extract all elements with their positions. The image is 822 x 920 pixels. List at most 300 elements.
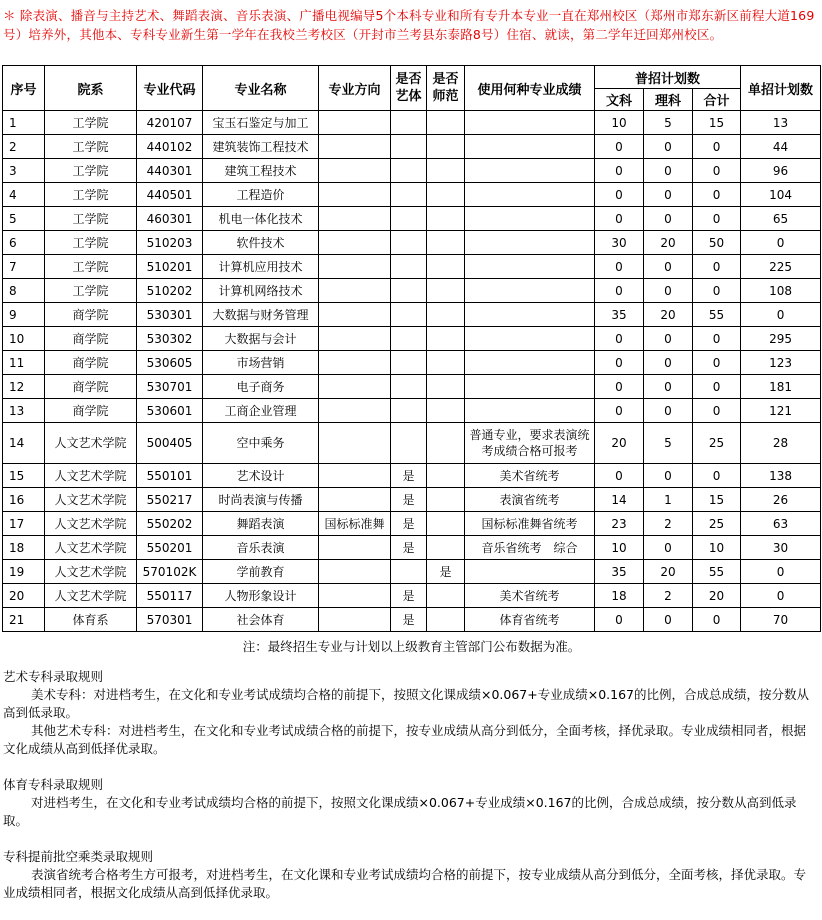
table-row — [3, 399, 821, 423]
cell-direction — [319, 375, 391, 399]
cell-direction — [319, 327, 391, 351]
cell-college: 人文艺术学院 — [45, 536, 137, 560]
cell-major: 舞蹈表演 — [203, 512, 319, 536]
cell-science: 0 — [644, 608, 693, 632]
header-code: 专业代码 — [137, 66, 203, 111]
cell-total: 0 — [693, 255, 741, 279]
cell-normal — [427, 327, 465, 351]
cell-arts: 0 — [595, 464, 644, 488]
cell-major: 计算机应用技术 — [203, 255, 319, 279]
cell-science: 0 — [644, 255, 693, 279]
cell-total: 0 — [693, 183, 741, 207]
cell-arts: 0 — [595, 255, 644, 279]
cell-code: 570301 — [137, 608, 203, 632]
admission-rules — [0, 668, 818, 920]
cell-score-use — [465, 351, 595, 375]
header-major: 专业名称 — [203, 66, 319, 111]
art-rules — [3, 668, 818, 758]
cell-normal — [427, 207, 465, 231]
cell-college: 工学院 — [45, 159, 137, 183]
cell-score-use — [465, 183, 595, 207]
cell-single: 13 — [741, 111, 821, 135]
cell-index: 18 — [3, 536, 45, 560]
cell-science: 20 — [644, 231, 693, 255]
cell-normal — [427, 183, 465, 207]
cell-normal — [427, 255, 465, 279]
cell-art — [391, 375, 427, 399]
header-total: 合计 — [693, 89, 741, 111]
flight-rules — [3, 848, 818, 902]
cell-normal — [427, 375, 465, 399]
cell-direction — [319, 111, 391, 135]
cell-college: 工学院 — [45, 135, 137, 159]
cell-major: 人物形象设计 — [203, 584, 319, 608]
cell-science: 0 — [644, 351, 693, 375]
cell-arts: 23 — [595, 512, 644, 536]
cell-index: 6 — [3, 231, 45, 255]
cell-single: 104 — [741, 183, 821, 207]
cell-college: 人文艺术学院 — [45, 423, 137, 464]
cell-art — [391, 423, 427, 464]
cell-direction — [319, 560, 391, 584]
cell-arts: 35 — [595, 560, 644, 584]
cell-major: 软件技术 — [203, 231, 319, 255]
cell-code: 570102K — [137, 560, 203, 584]
cell-score-use — [465, 327, 595, 351]
table-row — [3, 351, 821, 375]
cell-direction — [319, 423, 391, 464]
cell-normal — [427, 423, 465, 464]
table-row — [3, 536, 821, 560]
cell-science: 20 — [644, 303, 693, 327]
cell-score-use — [465, 375, 595, 399]
cell-college: 人文艺术学院 — [45, 584, 137, 608]
header-general-plan: 普招计划数 — [595, 66, 741, 89]
cell-index: 1 — [3, 111, 45, 135]
cell-single: 30 — [741, 536, 821, 560]
cell-normal — [427, 536, 465, 560]
cell-code: 510201 — [137, 255, 203, 279]
cell-score-use — [465, 231, 595, 255]
cell-single: 0 — [741, 584, 821, 608]
table-row — [3, 303, 821, 327]
cell-science: 2 — [644, 584, 693, 608]
cell-college: 工学院 — [45, 183, 137, 207]
table-row — [3, 207, 821, 231]
cell-art — [391, 231, 427, 255]
cell-science: 1 — [644, 488, 693, 512]
cell-single: 0 — [741, 303, 821, 327]
cell-art — [391, 111, 427, 135]
cell-total: 0 — [693, 135, 741, 159]
table-row — [3, 159, 821, 183]
cell-major: 机电一体化技术 — [203, 207, 319, 231]
cell-science: 20 — [644, 560, 693, 584]
enrollment-plan-table — [2, 65, 821, 660]
table-row — [3, 608, 821, 632]
cell-single: 70 — [741, 608, 821, 632]
cell-single: 181 — [741, 375, 821, 399]
cell-science: 0 — [644, 183, 693, 207]
cell-normal — [427, 279, 465, 303]
cell-major: 电子商务 — [203, 375, 319, 399]
cell-college: 工学院 — [45, 111, 137, 135]
cell-score-use — [465, 111, 595, 135]
cell-single: 295 — [741, 327, 821, 351]
cell-arts: 0 — [595, 183, 644, 207]
cell-art — [391, 279, 427, 303]
cell-total: 0 — [693, 399, 741, 423]
cell-score-use — [465, 560, 595, 584]
cell-college: 人文艺术学院 — [45, 512, 137, 536]
cell-code: 440301 — [137, 159, 203, 183]
cell-art: 是 — [391, 584, 427, 608]
cell-index: 20 — [3, 584, 45, 608]
table-row — [3, 560, 821, 584]
cell-art — [391, 207, 427, 231]
cell-single: 26 — [741, 488, 821, 512]
cell-direction — [319, 279, 391, 303]
cell-single: 0 — [741, 231, 821, 255]
table-row — [3, 183, 821, 207]
cell-code: 550201 — [137, 536, 203, 560]
cell-index: 2 — [3, 135, 45, 159]
cell-arts: 0 — [595, 375, 644, 399]
cell-college: 人文艺术学院 — [45, 488, 137, 512]
cell-code: 460301 — [137, 207, 203, 231]
cell-college: 体育系 — [45, 608, 137, 632]
cell-college: 商学院 — [45, 303, 137, 327]
cell-major: 工程造价 — [203, 183, 319, 207]
cell-single: 121 — [741, 399, 821, 423]
cell-college: 商学院 — [45, 399, 137, 423]
cell-art — [391, 135, 427, 159]
cell-direction — [319, 536, 391, 560]
cell-art — [391, 399, 427, 423]
cell-major: 社会体育 — [203, 608, 319, 632]
cell-major: 市场营销 — [203, 351, 319, 375]
cell-art — [391, 303, 427, 327]
cell-index: 12 — [3, 375, 45, 399]
cell-score-use: 国标标准舞省统考 — [465, 512, 595, 536]
cell-science: 0 — [644, 536, 693, 560]
cell-total: 0 — [693, 375, 741, 399]
cell-code: 550101 — [137, 464, 203, 488]
header-normal: 是否师范 — [427, 66, 465, 111]
cell-college: 工学院 — [45, 207, 137, 231]
header-single-plan: 单招计划数 — [741, 66, 821, 111]
cell-direction — [319, 255, 391, 279]
table-row — [3, 327, 821, 351]
cell-index: 8 — [3, 279, 45, 303]
cell-index: 10 — [3, 327, 45, 351]
cell-arts: 0 — [595, 207, 644, 231]
cell-college: 人文艺术学院 — [45, 560, 137, 584]
cell-index: 17 — [3, 512, 45, 536]
header-arts: 文科 — [595, 89, 644, 111]
cell-score-use: 体育省统考 — [465, 608, 595, 632]
cell-score-use — [465, 135, 595, 159]
cell-code: 510203 — [137, 231, 203, 255]
cell-major: 学前教育 — [203, 560, 319, 584]
cell-score-use — [465, 399, 595, 423]
table-row — [3, 111, 821, 135]
cell-code: 530301 — [137, 303, 203, 327]
cell-art: 是 — [391, 464, 427, 488]
cell-science: 0 — [644, 135, 693, 159]
cell-total: 55 — [693, 560, 741, 584]
cell-total: 0 — [693, 159, 741, 183]
cell-single: 138 — [741, 464, 821, 488]
cell-normal — [427, 111, 465, 135]
cell-index: 21 — [3, 608, 45, 632]
table-header — [3, 66, 821, 111]
cell-code: 440102 — [137, 135, 203, 159]
sport-rules-title: 体育专科录取规则 — [3, 777, 104, 792]
cell-art: 是 — [391, 608, 427, 632]
art-rules-other: 其他艺术专科：对进档考生，在文化和专业考试成绩合格的前提下，按专业成绩从高分到低分，全面考核，择优录取。专业成绩相同者，根据文化成绩从高到低择优录取。 — [3, 723, 807, 756]
cell-index: 3 — [3, 159, 45, 183]
cell-science: 2 — [644, 512, 693, 536]
cell-science: 0 — [644, 375, 693, 399]
cell-direction — [319, 159, 391, 183]
cell-index: 16 — [3, 488, 45, 512]
cell-total: 0 — [693, 608, 741, 632]
header-science: 理科 — [644, 89, 693, 111]
cell-single: 28 — [741, 423, 821, 464]
cell-index: 13 — [3, 399, 45, 423]
cell-score-use — [465, 159, 595, 183]
cell-code: 530701 — [137, 375, 203, 399]
cell-arts: 0 — [595, 279, 644, 303]
cell-direction — [319, 231, 391, 255]
cell-total: 0 — [693, 279, 741, 303]
cell-code: 440501 — [137, 183, 203, 207]
cell-index: 9 — [3, 303, 45, 327]
cell-normal — [427, 159, 465, 183]
cell-direction — [319, 135, 391, 159]
cell-college: 工学院 — [45, 279, 137, 303]
cell-major: 宝玉石鉴定与加工 — [203, 111, 319, 135]
cell-score-use — [465, 255, 595, 279]
cell-science: 5 — [644, 111, 693, 135]
cell-total: 0 — [693, 351, 741, 375]
cell-total: 20 — [693, 584, 741, 608]
cell-major: 艺术设计 — [203, 464, 319, 488]
cell-normal — [427, 488, 465, 512]
cell-art — [391, 351, 427, 375]
cell-total: 15 — [693, 111, 741, 135]
cell-arts: 10 — [595, 111, 644, 135]
cell-college: 工学院 — [45, 255, 137, 279]
cell-arts: 30 — [595, 231, 644, 255]
cell-single: 63 — [741, 512, 821, 536]
cell-science: 0 — [644, 399, 693, 423]
cell-major: 空中乘务 — [203, 423, 319, 464]
cell-normal — [427, 584, 465, 608]
table-row — [3, 279, 821, 303]
cell-college: 商学院 — [45, 327, 137, 351]
cell-art: 是 — [391, 488, 427, 512]
cell-score-use — [465, 279, 595, 303]
cell-normal — [427, 351, 465, 375]
cell-score-use: 美术省统考 — [465, 464, 595, 488]
cell-science: 0 — [644, 327, 693, 351]
cell-science: 5 — [644, 423, 693, 464]
cell-college: 商学院 — [45, 351, 137, 375]
cell-art — [391, 159, 427, 183]
cell-arts: 10 — [595, 536, 644, 560]
cell-score-use: 普通专业，要求表演统考成绩合格可报考 — [465, 423, 595, 464]
cell-code: 550202 — [137, 512, 203, 536]
cell-score-use: 表演省统考 — [465, 488, 595, 512]
cell-index: 7 — [3, 255, 45, 279]
cell-normal — [427, 608, 465, 632]
table-row — [3, 584, 821, 608]
table-row — [3, 255, 821, 279]
cell-total: 0 — [693, 207, 741, 231]
cell-direction — [319, 351, 391, 375]
cell-direction — [319, 488, 391, 512]
table-row — [3, 231, 821, 255]
cell-code: 550117 — [137, 584, 203, 608]
cell-science: 0 — [644, 207, 693, 231]
cell-college: 工学院 — [45, 231, 137, 255]
cell-art — [391, 255, 427, 279]
cell-arts: 14 — [595, 488, 644, 512]
art-rules-title: 艺术专科录取规则 — [3, 669, 104, 684]
cell-college: 人文艺术学院 — [45, 464, 137, 488]
cell-normal: 是 — [427, 560, 465, 584]
table-row — [3, 512, 821, 536]
cell-arts: 0 — [595, 351, 644, 375]
cell-major: 计算机网络技术 — [203, 279, 319, 303]
cell-direction — [319, 207, 391, 231]
cell-science: 0 — [644, 159, 693, 183]
cell-total: 0 — [693, 327, 741, 351]
cell-single: 123 — [741, 351, 821, 375]
cell-normal — [427, 512, 465, 536]
cell-single: 44 — [741, 135, 821, 159]
cell-score-use: 美术省统考 — [465, 584, 595, 608]
header-art: 是否艺体 — [391, 66, 427, 111]
table-row — [3, 375, 821, 399]
cell-single: 225 — [741, 255, 821, 279]
cell-total: 10 — [693, 536, 741, 560]
cell-total: 0 — [693, 464, 741, 488]
cell-direction — [319, 183, 391, 207]
sport-rules-text: 对进档考生，在文化和专业考试成绩均合格的前提下，按照文化课成绩×0.067+专业成绩×0.167的比例，合成总成绩，按分数从高到低录取。 — [3, 795, 797, 828]
cell-art: 是 — [391, 536, 427, 560]
cell-arts: 0 — [595, 608, 644, 632]
cell-index: 4 — [3, 183, 45, 207]
cell-art: 是 — [391, 512, 427, 536]
cell-index: 5 — [3, 207, 45, 231]
cell-total: 15 — [693, 488, 741, 512]
cell-score-use: 音乐省统考 综合 — [465, 536, 595, 560]
table-row — [3, 464, 821, 488]
cell-direction — [319, 464, 391, 488]
art-rules-fine-art: 美术专科：对进档考生，在文化和专业考试成绩均合格的前提下，按照文化课成绩×0.067+专业成绩×0.167的比例，合成总成绩，按分数从高到低录取。 — [3, 687, 809, 720]
cell-normal — [427, 399, 465, 423]
cell-normal — [427, 303, 465, 327]
cell-major: 大数据与财务管理 — [203, 303, 319, 327]
header-direction: 专业方向 — [319, 66, 391, 111]
cell-arts: 35 — [595, 303, 644, 327]
cell-total: 25 — [693, 423, 741, 464]
cell-code: 550217 — [137, 488, 203, 512]
cell-normal — [427, 231, 465, 255]
cell-science: 0 — [644, 279, 693, 303]
cell-major: 时尚表演与传播 — [203, 488, 319, 512]
cell-code: 420107 — [137, 111, 203, 135]
cell-code: 530302 — [137, 327, 203, 351]
header-index: 序号 — [3, 66, 45, 111]
cell-art — [391, 183, 427, 207]
cell-direction — [319, 399, 391, 423]
header-score-use: 使用何种专业成绩 — [465, 66, 595, 111]
cell-major: 工商企业管理 — [203, 399, 319, 423]
cell-major: 建筑工程技术 — [203, 159, 319, 183]
sport-rules — [3, 776, 818, 830]
cell-arts: 18 — [595, 584, 644, 608]
cell-single: 65 — [741, 207, 821, 231]
cell-major: 建筑装饰工程技术 — [203, 135, 319, 159]
header-college: 院系 — [45, 66, 137, 111]
cell-arts: 0 — [595, 399, 644, 423]
cell-major: 音乐表演 — [203, 536, 319, 560]
table-row — [3, 488, 821, 512]
cell-direction — [319, 303, 391, 327]
cell-score-use — [465, 303, 595, 327]
cell-normal — [427, 464, 465, 488]
cell-direction — [319, 584, 391, 608]
cell-major: 大数据与会计 — [203, 327, 319, 351]
cell-code: 530605 — [137, 351, 203, 375]
cell-total: 25 — [693, 512, 741, 536]
cell-code: 510202 — [137, 279, 203, 303]
cell-science: 0 — [644, 464, 693, 488]
cell-single: 108 — [741, 279, 821, 303]
cell-code: 500405 — [137, 423, 203, 464]
cell-normal — [427, 135, 465, 159]
cell-arts: 0 — [595, 327, 644, 351]
cell-arts: 0 — [595, 135, 644, 159]
table-footnote: 注：最终招生专业与计划以上级教育主管部门公布数据为准。 — [242, 639, 581, 654]
campus-notice: ＊ 除表演、播音与主持艺术、舞蹈表演、音乐表演、广播电视编导5个本科专业和所有专升本专业一直在郑州校区（郑州市郑东新区前程大道169号）培养外，其他本、专科专业新生第一学年在我校兰考校区（开封市兰考县东泰路8号）住宿、就读，第二学年迁回郑州校区。 — [3, 8, 815, 42]
flight-rules-title: 专科提前批空乘类录取规则 — [3, 849, 154, 864]
cell-art — [391, 560, 427, 584]
cell-index: 11 — [3, 351, 45, 375]
cell-total: 50 — [693, 231, 741, 255]
cell-single: 0 — [741, 560, 821, 584]
cell-arts: 20 — [595, 423, 644, 464]
cell-index: 14 — [3, 423, 45, 464]
cell-art — [391, 327, 427, 351]
cell-score-use — [465, 207, 595, 231]
cell-single: 96 — [741, 159, 821, 183]
cell-total: 55 — [693, 303, 741, 327]
cell-direction: 国标标准舞 — [319, 512, 391, 536]
cell-direction — [319, 608, 391, 632]
cell-code: 530601 — [137, 399, 203, 423]
table-body — [3, 111, 821, 632]
flight-rules-text: 表演省统考合格考生方可报考，对进档考生，在文化课和专业考试成绩均合格的前提下，按专业成绩从高分到低分，全面考核，择优录取。专业成绩相同者，根据文化成绩从高到低择优录取。 — [3, 867, 807, 900]
cell-index: 15 — [3, 464, 45, 488]
table-row — [3, 135, 821, 159]
table-row — [3, 423, 821, 464]
cell-arts: 0 — [595, 159, 644, 183]
